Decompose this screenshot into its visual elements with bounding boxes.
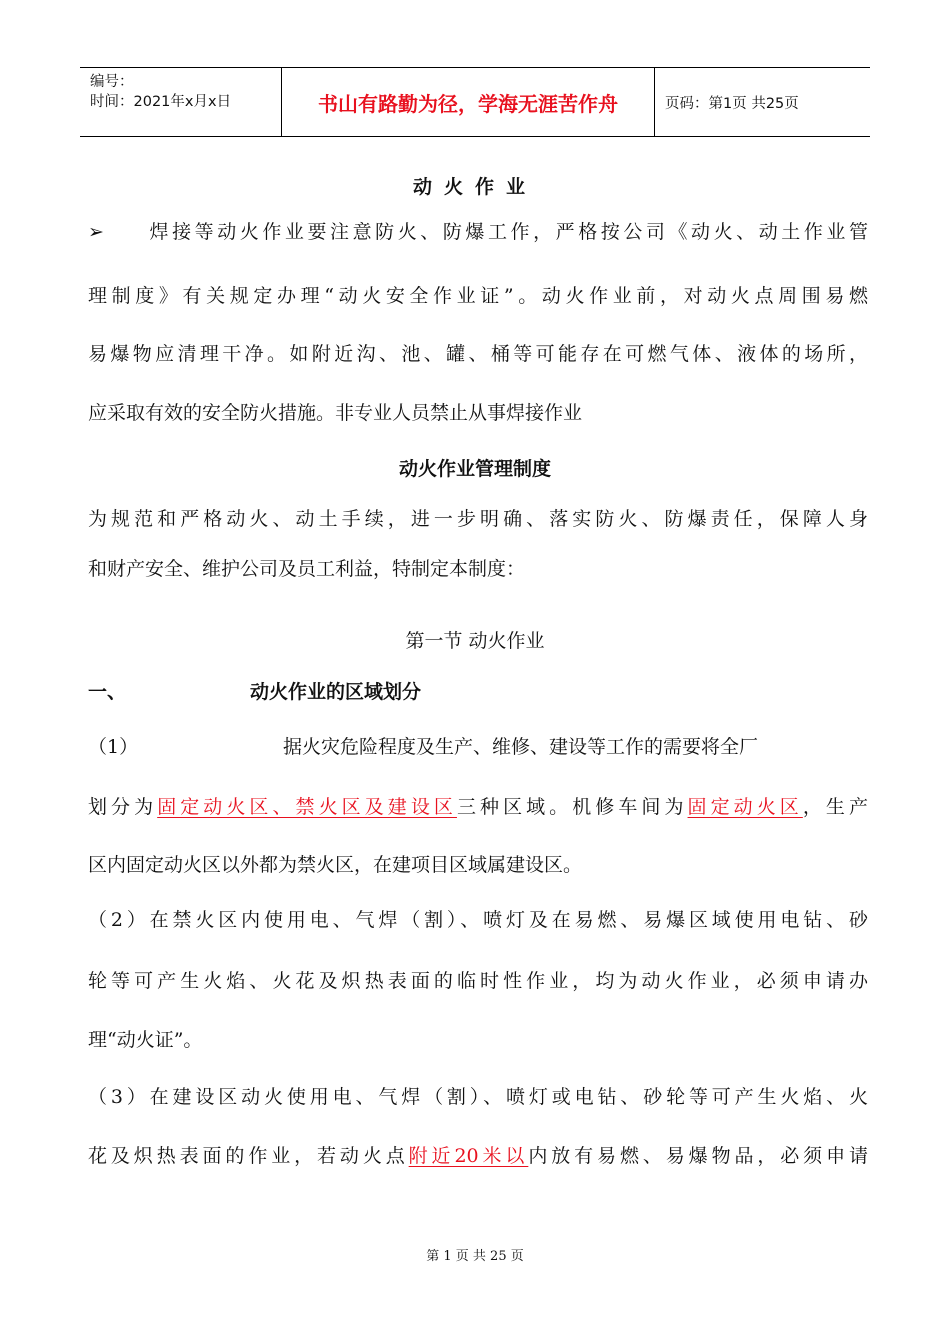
date-label: 时间：2021年x月x日 bbox=[90, 94, 232, 110]
purpose-line-1: 为规范和严格动火、动土手续，进一步明确、落实防火、防爆责任，保障人身 bbox=[88, 508, 868, 530]
bullet-arrow-icon: ➢ bbox=[88, 221, 104, 243]
fixed-fire-zone-link[interactable]: 固定动火区 bbox=[687, 796, 803, 818]
heading-1-text: 动火作业的区域划分 bbox=[250, 681, 422, 703]
heading-1 bbox=[88, 678, 868, 706]
page-footer: 第 1 页 共 25 页 bbox=[426, 1249, 524, 1264]
intro-line-1: ➢ 焊接等动火作业要注意防火、防爆工作，严格按公司《动火、动土作业管 bbox=[88, 218, 868, 246]
intro-line-3: 易爆物应清理干净。如附近沟、池、罐、桶等可能存在可燃气体、液体的场所， bbox=[88, 343, 868, 365]
item1-line-3: 区内固定动火区以外都为禁火区，在建项目区域属建设区。 bbox=[88, 854, 583, 876]
fixed-zone-link[interactable]: 固定动火区、禁火区及建设区 bbox=[157, 796, 457, 818]
item2-line-2: 轮等可产生火焰、火花及炽热表面的临时性作业，均为动火作业，必须申请办 bbox=[88, 970, 868, 992]
heading-1-number: 一、 bbox=[88, 681, 127, 703]
item1-number: （1） bbox=[88, 736, 139, 758]
header-info-cell bbox=[80, 68, 282, 136]
chapter-title: 第一节 动火作业 bbox=[405, 630, 545, 652]
header-motto: 书山有路勤为径，学海无涯苦作舟 bbox=[282, 68, 655, 136]
header-table bbox=[80, 67, 870, 137]
distance-20m-link[interactable]: 附近20米以 bbox=[408, 1145, 529, 1167]
purpose-line-2: 和财产安全、维护公司及员工利益，特制定本制度： bbox=[88, 558, 526, 580]
document-title: 动火作业 bbox=[412, 176, 537, 198]
item1-line-2: 划分为固定动火区、禁火区及建设区三种区域。机修车间为固定动火区，生产 bbox=[88, 796, 868, 818]
section-title: 动火作业管理制度 bbox=[398, 458, 551, 480]
intro-line-4: 应采取有效的安全防火措施。非专业人员禁止从事焊接作业 bbox=[88, 402, 583, 424]
item2-line-1: （2）在禁火区内使用电、气焊（割）、喷灯及在易燃、易爆区域使用电钻、砂 bbox=[88, 909, 868, 931]
intro-line-2: 理制度》有关规定办理“动火安全作业证”。动火作业前，对动火点周围易燃 bbox=[88, 285, 868, 307]
header-page-info: 页码：第1页 共25页 bbox=[665, 95, 799, 112]
item2-line-3: 理“动火证”。 bbox=[88, 1029, 203, 1051]
item3-line-2: 花及炽热表面的作业，若动火点附近20米以内放有易燃、易爆物品，必须申请 bbox=[88, 1145, 868, 1167]
number-label: 编号： bbox=[90, 74, 134, 90]
item3-line-1: （3）在建设区动火使用电、气焊（割）、喷灯或电钻、砂轮等可产生火焰、火 bbox=[88, 1086, 868, 1108]
item1-line-1: （1） 据火灾危险程度及生产、维修、建设等工作的需要将全厂 bbox=[88, 733, 868, 761]
